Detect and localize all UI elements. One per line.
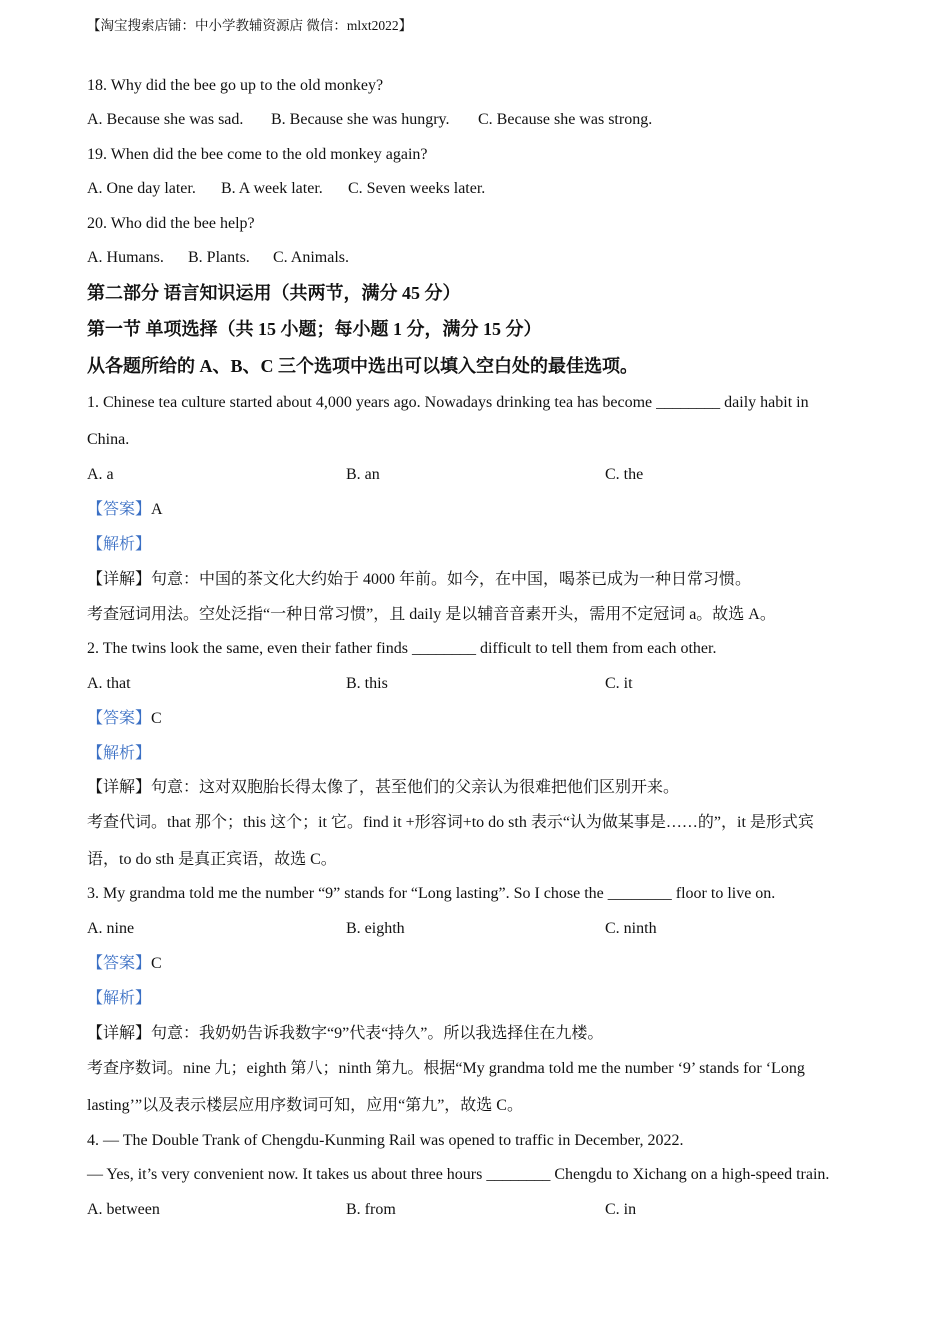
answer-line: 【答案】A	[87, 501, 163, 518]
option-b: B. A week later.	[221, 180, 323, 197]
question-1-stem: 1. Chinese tea culture started about 4,000 years ago. Nowadays drinking tea has become ________ daily habit in	[87, 394, 809, 411]
option-c: C. Because she was strong.	[478, 111, 653, 128]
option-a: A. Humans.	[87, 249, 164, 266]
option-b: B. an	[346, 466, 380, 483]
detail-line: 考查序数词。nine 九；eighth 第八；ninth 第九。根据“My grandma told me the number ‘9’ stands for ‘Long	[87, 1060, 805, 1077]
question-18-stem: 18. Why did the bee go up to the old monkey?	[87, 77, 384, 94]
option-c: C. in	[605, 1201, 637, 1218]
answer-value: C	[151, 955, 162, 972]
detail-line: 【详解】句意：我奶奶告诉我数字“9”代表“持久”。所以我选择住在九楼。	[87, 1025, 604, 1042]
question-3-stem: 3. My grandma told me the number “9” stands for “Long lasting”. So I chose the ________ floor to live on.	[87, 885, 776, 902]
detail-line: 语，to do sth 是真正宾语，故选 C。	[87, 851, 337, 868]
answer-value: A	[151, 501, 163, 518]
page-header: 【淘宝搜索店铺：中小学教辅资源店 微信：mlxt2022】	[87, 18, 413, 33]
detail-line: 【详解】句意：这对双胞胎长得太像了，甚至他们的父亲认为很难把他们区别开来。	[87, 779, 680, 796]
option-a: A. a	[87, 466, 114, 483]
detail-line: 【详解】句意：中国的茶文化大约始于 4000 年前。如今，在中国，喝茶已成为一种日常习惯。	[87, 571, 752, 588]
option-b: B. Plants.	[188, 249, 250, 266]
option-b: B. eighth	[346, 920, 405, 937]
section-instruction: 从各题所给的 A、B、C 三个选项中选出可以填入空白处的最佳选项。	[87, 356, 639, 376]
option-b: B. this	[346, 675, 388, 692]
detail-line: 考查冠词用法。空处泛指“一种日常习惯”，且 daily 是以辅音音素开头，需用不定冠词 a。故选 A。	[87, 606, 776, 623]
option-c: C. it	[605, 675, 633, 692]
option-a: A. Because she was sad.	[87, 111, 244, 128]
option-c: C. Animals.	[273, 249, 350, 266]
option-b: B. Because she was hungry.	[271, 111, 450, 128]
answer-value: C	[151, 710, 162, 727]
analysis-label: 【解析】	[87, 536, 152, 553]
question-19-stem: 19. When did the bee come to the old monkey again?	[87, 146, 428, 163]
option-a: A. between	[87, 1201, 160, 1218]
option-c: C. Seven weeks later.	[348, 180, 486, 197]
analysis-label: 【解析】	[87, 990, 152, 1007]
answer-line: 【答案】C	[87, 710, 162, 727]
option-a: A. nine	[87, 920, 135, 937]
detail-line: lasting’”以及表示楼层应用序数词可知，应用“第九”，故选 C。	[87, 1097, 523, 1114]
analysis-label: 【解析】	[87, 745, 152, 762]
option-c: C. the	[605, 466, 644, 483]
detail-line: 考查代词。that 那个；this 这个；it 它。find it +形容词+to do sth 表示“认为做某事是……的”，it 是形式宾	[87, 814, 814, 831]
option-c: C. ninth	[605, 920, 657, 937]
option-a: A. One day later.	[87, 180, 196, 197]
question-4-stem-cont: — Yes, it’s very convenient now. It takes us about three hours ________ Chengdu to Xichang on a high-speed train.	[87, 1166, 830, 1183]
question-20-stem: 20. Who did the bee help?	[87, 215, 255, 232]
option-b: B. from	[346, 1201, 396, 1218]
question-2-stem: 2. The twins look the same, even their father finds ________ difficult to tell them from each other.	[87, 640, 717, 657]
question-1-stem-cont: China.	[87, 431, 130, 448]
option-a: A. that	[87, 675, 131, 692]
question-4-stem: 4. — The Double Trank of Chengdu-Kunming Rail was opened to traffic in December, 2022.	[87, 1132, 684, 1149]
answer-line: 【答案】C	[87, 955, 162, 972]
part-title: 第二部分 语言知识运用（共两节，满分 45 分）	[87, 283, 461, 303]
section-title: 第一节 单项选择（共 15 小题；每小题 1 分，满分 15 分）	[87, 319, 542, 339]
